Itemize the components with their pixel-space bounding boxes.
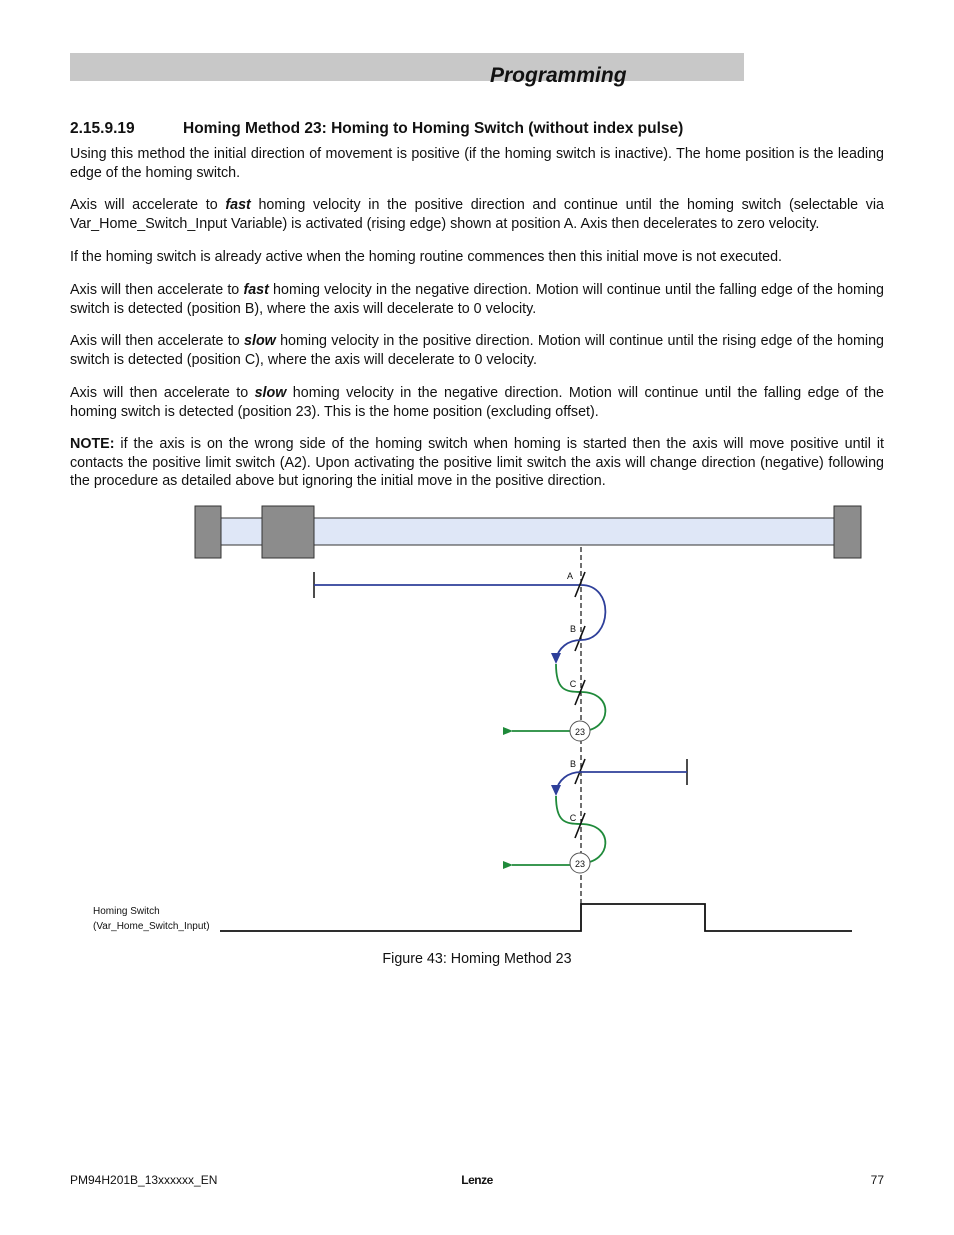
edge-mark-b-1 bbox=[575, 626, 585, 651]
fast-reverse-loop-1 bbox=[581, 585, 605, 640]
fast-negative-path-1 bbox=[556, 640, 581, 660]
paragraph-6-start: Axis will then accelerate to bbox=[70, 385, 255, 401]
paragraph-2-end: homing velocity in the positive direction and continue until the homing switch (selectable via Var_Home_Switch_Input Variable) is activated (rising edge) shown at position A. Axis then decelerates to zero velocity. bbox=[70, 197, 885, 232]
figure-caption: Figure 43: Homing Method 23 bbox=[382, 951, 572, 967]
paragraph-5-end: homing velocity in the positive direction. Motion will continue until the rising edge of the homing switch is detected (position C), where the axis will decelerate to 0 velocity. bbox=[70, 333, 885, 368]
label-c-1: C bbox=[569, 679, 577, 689]
paragraph-4-end: homing velocity in the negative direction. Motion will continue until the falling edge of the homing switch is detected (position B), where the axis will decelerate to 0 velocity. bbox=[70, 282, 885, 317]
page-title: Programming bbox=[490, 64, 627, 87]
label-a: A bbox=[566, 571, 574, 581]
paragraph-1: Using this method the initial direction of movement is positive (if the homing switch is inactive). The home position is the leading edge of the homing switch. bbox=[70, 146, 884, 181]
label-b-1: B bbox=[569, 624, 577, 634]
fast-negative-arrowhead-2 bbox=[551, 785, 561, 796]
footer-brand: Lenze bbox=[461, 1173, 493, 1187]
footer-page-number: 77 bbox=[870, 1173, 884, 1187]
paragraph-5-emphasis: slow bbox=[244, 333, 276, 349]
signal-label-line2: (Var_Home_Switch_Input) bbox=[93, 921, 210, 932]
label-c-2: C bbox=[569, 813, 577, 823]
negative-limit-block bbox=[195, 506, 221, 558]
paragraph-2-start: Axis will accelerate to bbox=[70, 197, 226, 213]
positive-limit-block bbox=[834, 506, 861, 558]
fast-negative-curve-2 bbox=[556, 772, 581, 792]
label-home-2: 23 bbox=[574, 859, 586, 869]
paragraph-2-emphasis: fast bbox=[225, 197, 251, 213]
homing-switch-block bbox=[262, 506, 314, 558]
label-home-1: 23 bbox=[574, 727, 586, 737]
fast-negative-arrowhead-1 bbox=[551, 653, 561, 664]
homing-switch-signal bbox=[220, 904, 852, 931]
label-b-2: B bbox=[569, 759, 577, 769]
paragraph-3: If the homing switch is already active when the homing routine commences then this initial move is not executed. bbox=[70, 249, 783, 265]
paragraph-4-emphasis: fast bbox=[243, 282, 269, 298]
signal-label-line1: Homing Switch bbox=[93, 906, 160, 917]
section-number: 2.15.9.19 bbox=[70, 120, 135, 137]
paragraph-6-end: homing velocity in the negative direction. Motion will continue until the falling edge of the homing switch is detected (position 23). This is the home position (excluding offset). bbox=[70, 385, 884, 420]
paragraph-6-emphasis: slow bbox=[254, 385, 287, 401]
section-title: Homing Method 23: Homing to Homing Switch (without index pulse) bbox=[183, 120, 684, 137]
note-label: NOTE: bbox=[70, 436, 115, 452]
footer-doc-id: PM94H201B_13xxxxxx_EN bbox=[70, 1173, 218, 1187]
paragraph-5-start: Axis will then accelerate to bbox=[70, 333, 245, 349]
paragraph-4-start: Axis will then accelerate to bbox=[70, 282, 244, 298]
edge-mark-c-2 bbox=[575, 813, 585, 838]
note-text: if the axis is on the wrong side of the homing switch when homing is started then the axis will move positive until it contacts the positive limit switch (A2). Upon activating the positive limit switch the axis will change direction (negative) following the procedure as detailed above but ignoring the initial move in the positive direction. bbox=[70, 436, 884, 489]
